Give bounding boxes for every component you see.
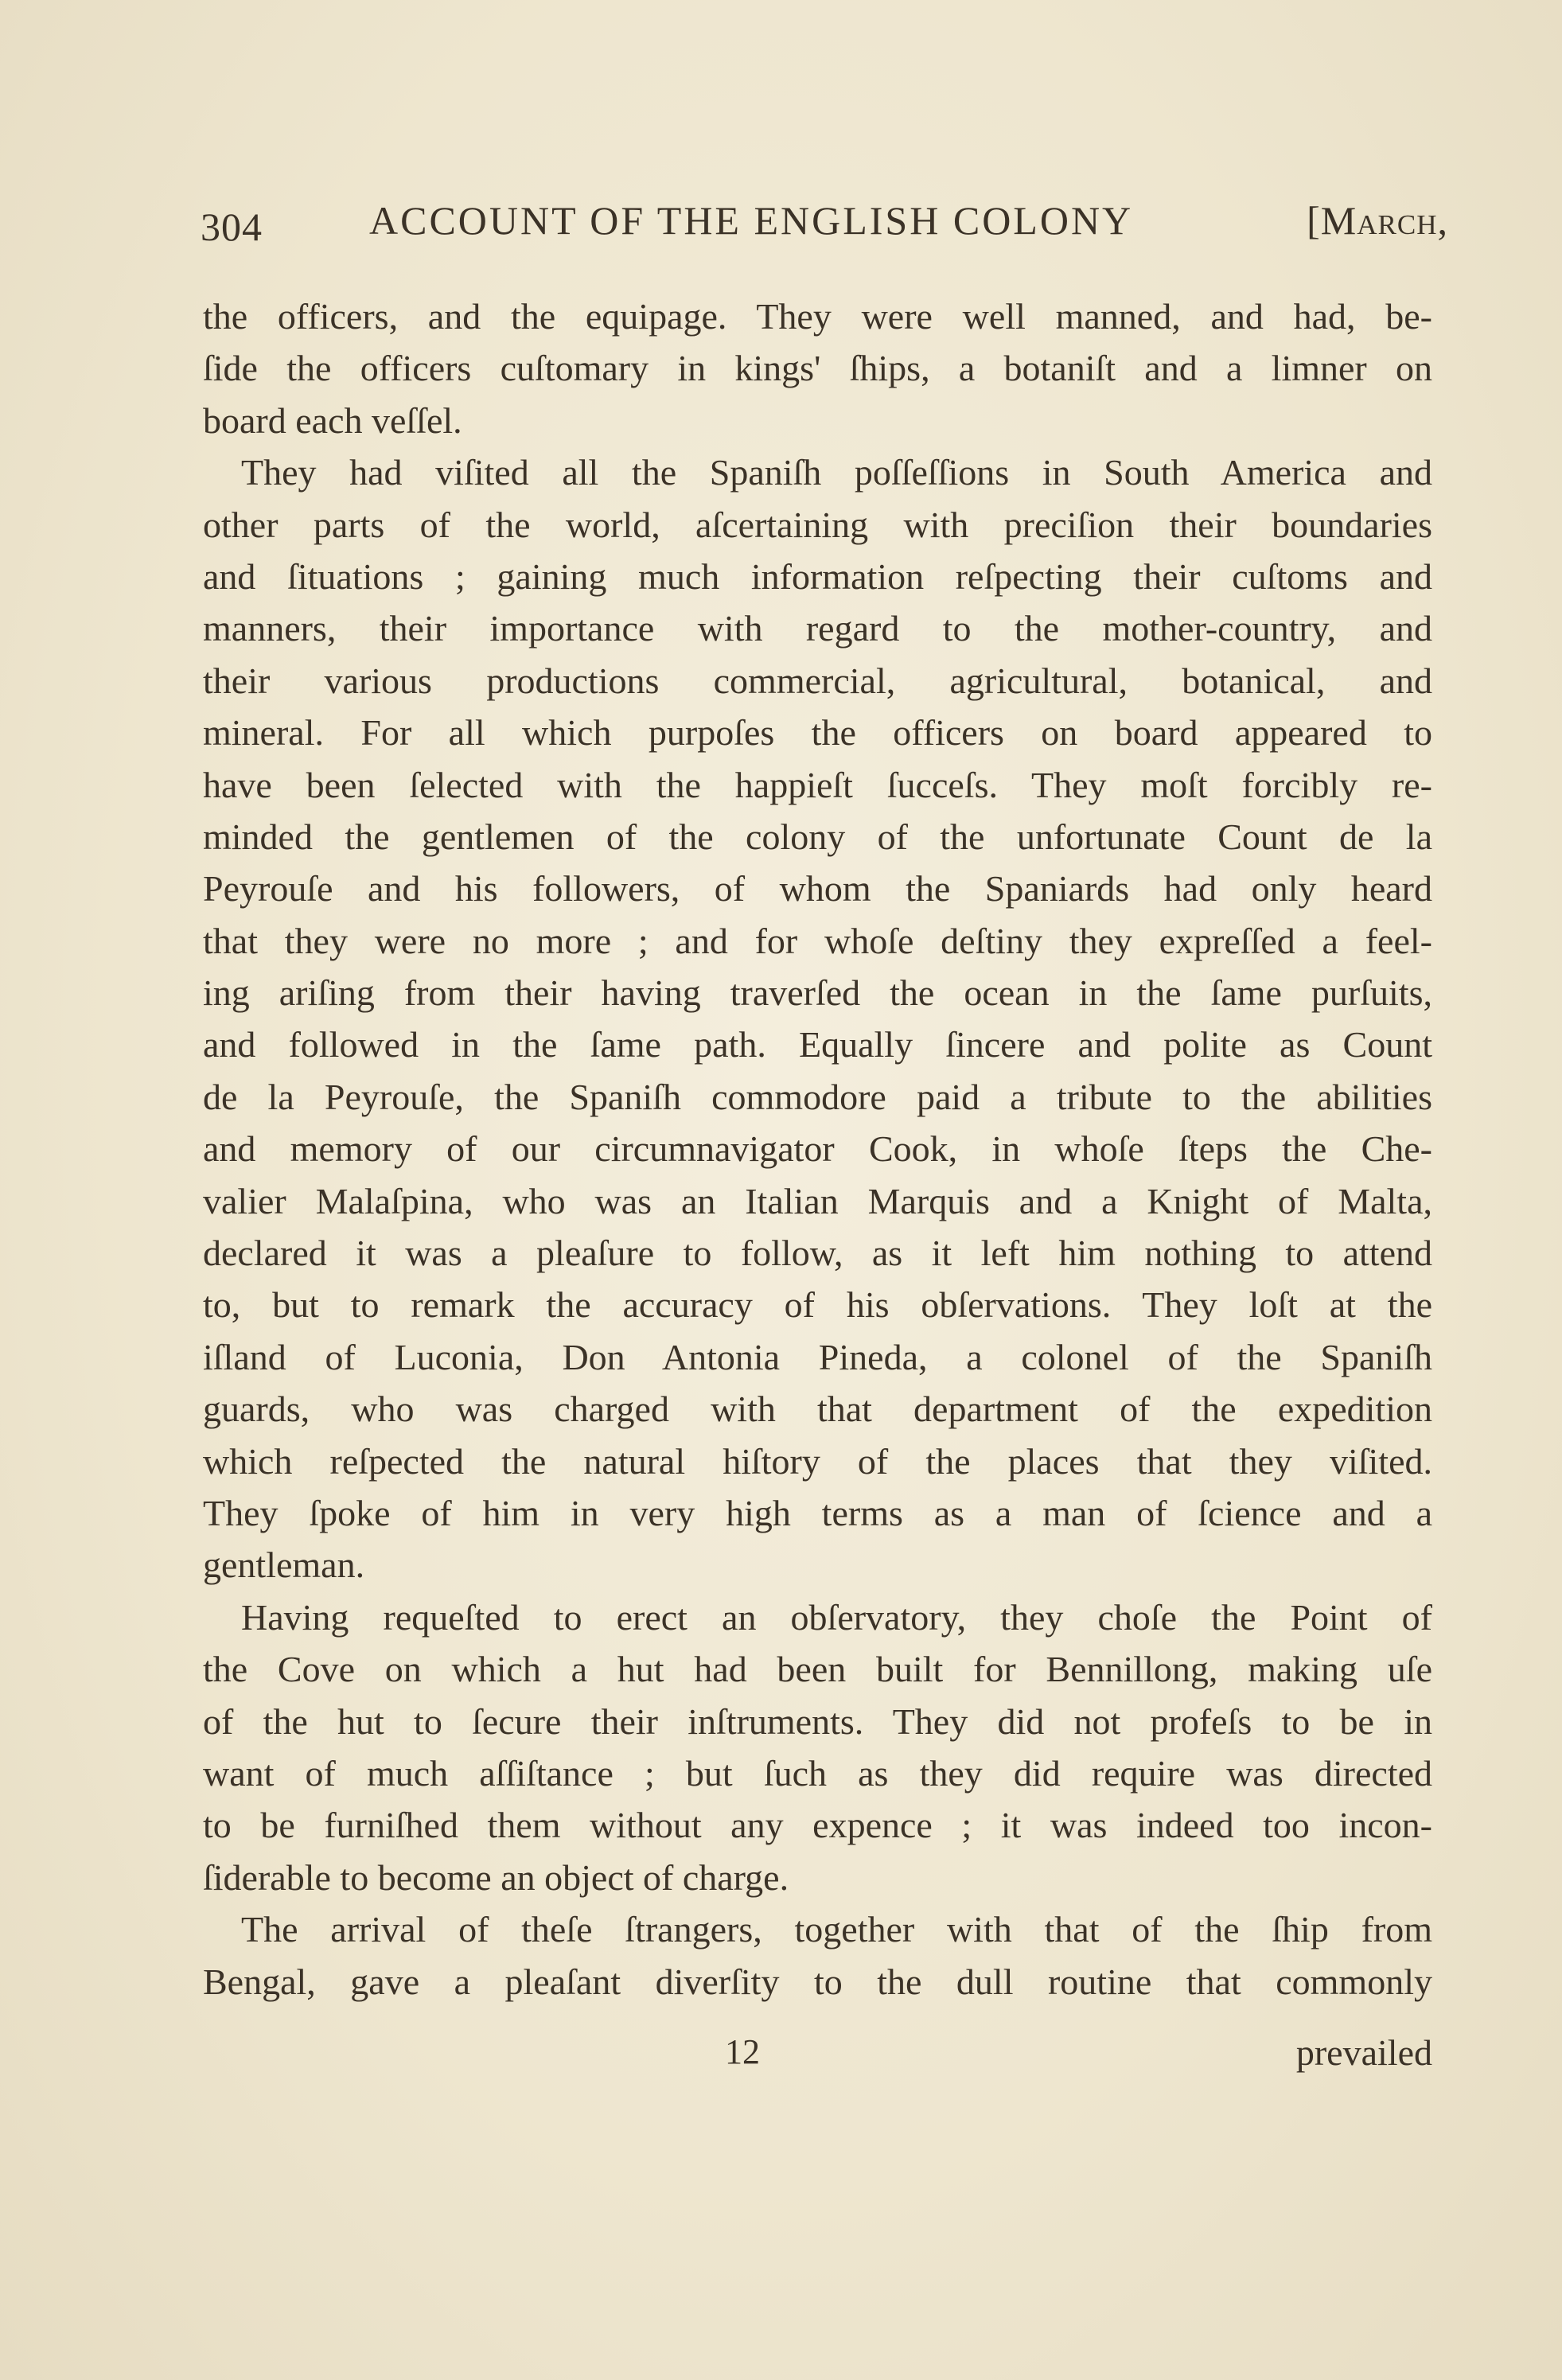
text-line: the Cove on which a hut had been built for Bennillong, making uſe	[203, 1649, 1432, 1690]
text-line: and followed in the ſame path. Equally ſincere and polite as Count	[203, 1024, 1432, 1065]
text-line: minded the gentlemen of the colony of the unfortunate Count de la	[203, 816, 1432, 857]
text-line: of the hut to ſecure their inſtruments. They did not profeſs to be in	[203, 1700, 1432, 1742]
text-line: Bengal, gave a pleaſant diverſity to the dull routine that commonly	[203, 1961, 1432, 2002]
text-line: The arrival of theſe ſtrangers, together with that of the ſhip from	[241, 1909, 1432, 1950]
text-line: de la Peyrouſe, the Spaniſh commodore paid a tribute to the abilities	[203, 1076, 1432, 1117]
text-line: Having requeſted to erect an obſervatory, they choſe the Point of	[241, 1596, 1432, 1638]
text-line: ing ariſing from their having traverſed the ocean in the ſame purſuits,	[203, 972, 1432, 1014]
text-line: that they were no more ; and for whoſe deſtiny they expreſſed a feel-	[203, 920, 1432, 961]
text-line: ſiderable to become an object of charge.	[203, 1856, 789, 1898]
text-line: iſland of Luconia, Don Antonia Pineda, a colonel of the Spaniſh	[203, 1336, 1432, 1377]
text-line: valier Malaſpina, who was an Italian Marquis and a Knight of Malta,	[203, 1180, 1432, 1221]
text-line: their various productions commercial, agricultural, botanical, and	[203, 660, 1432, 701]
text-line: and memory of our circumnavigator Cook, in whoſe ſteps the Che-	[203, 1128, 1432, 1170]
text-line: They ſpoke of him in very high terms as a man of ſcience and a	[203, 1492, 1432, 1533]
text-line: manners, their importance with regard to the mother-country, and	[203, 608, 1432, 649]
text-line: gentleman.	[203, 1544, 365, 1586]
signature-mark: 12	[725, 2032, 760, 2071]
page-header	[201, 197, 1448, 253]
text-line: the officers, and the equipage. They were well manned, and had, be-	[203, 296, 1432, 337]
text-line: mineral. For all which purpoſes the officers on board appeared to	[203, 712, 1432, 754]
text-line: want of much aſſiſtance ; but ſuch as they did require was directed	[203, 1752, 1432, 1794]
body-text	[203, 290, 1432, 2008]
text-line: to, but to remark the accuracy of his obſervations. They loſt at the	[203, 1284, 1432, 1326]
catchword: prevailed	[1295, 2032, 1432, 2073]
text-line: to be furniſhed them without any expence ; it was indeed too incon-	[203, 1805, 1432, 1846]
text-line: other parts of the world, aſcertaining with preciſion their boundaries	[203, 504, 1432, 545]
text-line: which reſpected the natural hiſtory of the places that they viſited.	[203, 1440, 1432, 1482]
text-line: and ſituations ; gaining much information reſpecting their cuſtoms and	[203, 555, 1432, 597]
page-number: 304	[201, 205, 263, 249]
running-title: ACCOUNT OF THE ENGLISH COLONY	[369, 198, 1134, 243]
page-footer	[203, 2031, 1432, 2087]
text-line: declared it was a pleaſure to follow, as it left him nothing to attend	[203, 1233, 1432, 1274]
text-line: Peyrouſe and his followers, of whom the Spaniards had only heard	[203, 868, 1432, 910]
text-line: They had viſited all the Spaniſh poſſeſſions in South America and	[241, 452, 1432, 493]
header-date: [March,	[1307, 198, 1448, 243]
text-line: have been ſelected with the happieſt ſucceſs. They moſt forcibly re-	[203, 764, 1432, 805]
text-line: board each veſſel.	[203, 399, 462, 441]
text-line: ſide the officers cuſtomary in kings' ſhips, a botaniſt and a limner on	[203, 348, 1432, 389]
text-line: guards, who was charged with that department of the expedition	[203, 1389, 1432, 1430]
